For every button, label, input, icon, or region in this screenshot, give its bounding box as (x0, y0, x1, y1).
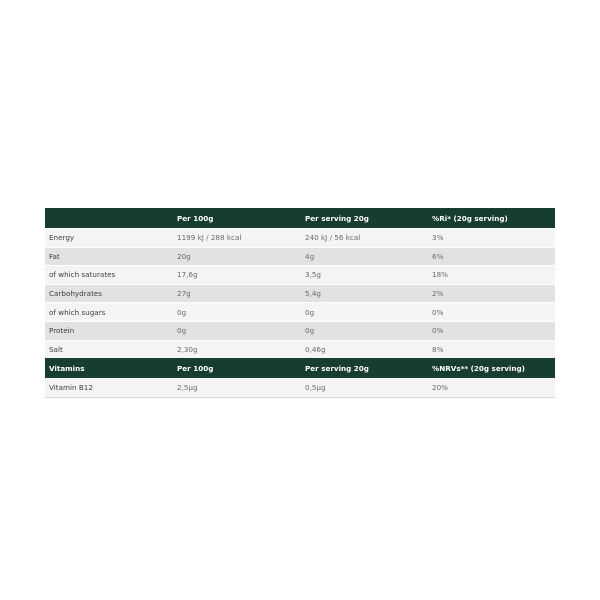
table-row-energy (45, 229, 555, 248)
row-per-100g: 1199 kJ / 288 kcal (173, 229, 301, 248)
row-per-serving: 4g (301, 247, 428, 266)
nutrition-table (45, 208, 555, 397)
row-per-serving: 0g (301, 303, 428, 322)
row-label: Fat (45, 247, 173, 266)
table-row-carbohydrates (45, 284, 555, 303)
header-cell-vitamins: Vitamins (45, 358, 173, 379)
table-row-fat (45, 247, 555, 266)
row-per-100g: 0g (173, 303, 301, 322)
row-ri: 8% (428, 340, 555, 358)
row-label: Salt (45, 340, 173, 358)
row-per-serving: 0g (301, 321, 428, 340)
row-per-serving: 0,46g (301, 340, 428, 358)
header-cell-nrv: %NRVs** (20g serving) (428, 358, 555, 379)
nutrition-header-row (45, 208, 555, 229)
row-label: Vitamin B12 (45, 379, 173, 397)
row-ri: 3% (428, 229, 555, 248)
nutrition-table-container (45, 208, 555, 398)
header-cell-per-serving: Per serving 20g (301, 208, 428, 229)
row-per-100g: 20g (173, 247, 301, 266)
row-label: Energy (45, 229, 173, 248)
row-ri: 18% (428, 266, 555, 285)
header-cell-empty (45, 208, 173, 229)
row-per-serving: 3,5g (301, 266, 428, 285)
row-ri: 6% (428, 247, 555, 266)
row-ri: 0% (428, 303, 555, 322)
row-per-serving: 0,5µg (301, 379, 428, 397)
row-per-serving: 5,4g (301, 284, 428, 303)
table-row-sugars (45, 303, 555, 322)
row-per-100g: 2,5µg (173, 379, 301, 397)
header-cell-per-100g: Per 100g (173, 358, 301, 379)
row-per-100g: 17,6g (173, 266, 301, 285)
row-ri: 2% (428, 284, 555, 303)
table-row-salt (45, 340, 555, 358)
header-cell-per-100g: Per 100g (173, 208, 301, 229)
header-cell-ri: %Ri* (20g serving) (428, 208, 555, 229)
row-label: Carbohydrates (45, 284, 173, 303)
row-label: of which saturates (45, 266, 173, 285)
vitamins-header-row (45, 358, 555, 379)
row-per-100g: 0g (173, 321, 301, 340)
row-per-100g: 27g (173, 284, 301, 303)
row-label: of which sugars (45, 303, 173, 322)
table-row-vitamin-b12 (45, 379, 555, 397)
row-per-serving: 240 kJ / 56 kcal (301, 229, 428, 248)
row-label: Protein (45, 321, 173, 340)
row-nrv: 20% (428, 379, 555, 397)
table-row-protein (45, 321, 555, 340)
row-ri: 0% (428, 321, 555, 340)
row-per-100g: 2,30g (173, 340, 301, 358)
table-row-saturates (45, 266, 555, 285)
header-cell-per-serving: Per serving 20g (301, 358, 428, 379)
